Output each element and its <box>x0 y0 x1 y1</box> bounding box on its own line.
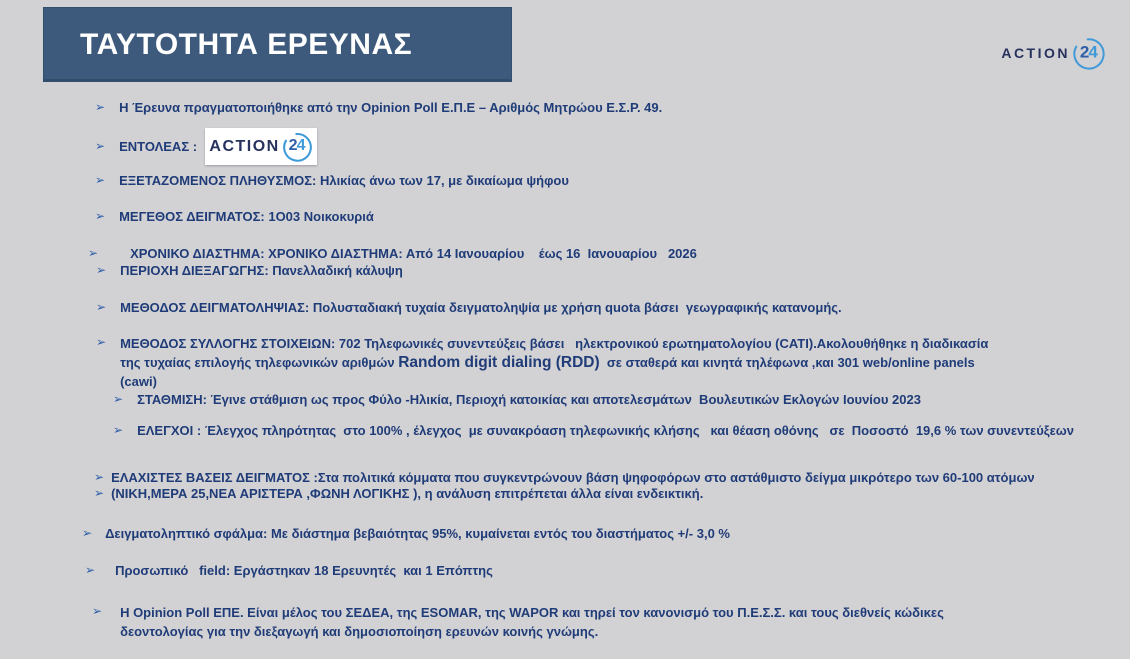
logo-number: 24 <box>1079 42 1097 62</box>
bullet-arrow-icon: ➢ <box>95 138 106 153</box>
bullet-item-sample-size <box>95 208 374 225</box>
bullet-arrow-icon: ➢ <box>85 563 96 577</box>
bullet-text: ΕΝΤΟΛΕΑΣ : <box>119 138 198 154</box>
bullet-item-population <box>95 172 569 189</box>
logo-circle <box>1072 36 1106 70</box>
bullet-item-memberships <box>92 603 992 641</box>
bullet-arrow-icon: ➢ <box>94 486 105 500</box>
bullet-item-weighting <box>113 391 921 408</box>
client-logo <box>209 131 312 162</box>
bullet-text: ΜΕΘΟΔΟΣ ΔΕΙΓΜΑΤΟΛΗΨΙΑΣ: Πολυσταδιακή τυχαία δειγματοληψία με χρήση quota βάσει γεωγραφικής κατανομής. <box>120 300 842 315</box>
bullet-text: Δειγματοληπτικό σφάλμα: Με διάστημα βεβαιότητας 95%, κυμαίνεται εντός του διαστήματος +/- 3,0 % <box>105 526 730 541</box>
bullet-text: Η Opinion Poll ΕΠΕ. Είναι μέλος του ΣΕΔΕΑ, της ESOMAR, της WAPOR και τηρεί τον κανονισμό του Π.Ε.Σ.Σ. και τους διεθνείς κώδικες δεοντολογίας για την διεξαγωγή και δημοσιοποίηση ερευνών κοινής γνώμης. <box>120 605 948 639</box>
bullet-arrow-icon: ➢ <box>95 100 106 114</box>
bullet-text: Προσωπικό field: Εργάστηκαν 18 Ερευνητές και 1 Επόπτης <box>115 563 493 578</box>
bullet-text: ΜΕΓΕΘΟΣ ΔΕΙΓΜΑΤΟΣ: 1Ο03 Νοικοκυριά <box>119 209 374 224</box>
logo-circle <box>282 131 313 162</box>
bullet-text: ΕΛΕΓΧΟΙ : Έλεγχος πληρότητας στο 100% , έλεγχος με συνακρόαση τηλεφωνικής κλήσης και θέαση οθόνης σε Ποσοστό 19,6 % των συνεντεύξεων <box>137 423 1074 438</box>
bullet-arrow-icon: ➢ <box>113 423 124 437</box>
bullet-arrow-icon: ➢ <box>96 263 107 277</box>
bullet-arrow-icon: ➢ <box>113 392 124 406</box>
bullet-item-client <box>95 127 317 165</box>
bullet-item-sampling-method <box>96 299 842 316</box>
rdd-highlight: Random digit dialing (RDD) <box>398 354 600 371</box>
bullet-item-time-period <box>88 245 697 262</box>
bullet-item-quality-checks <box>113 422 1074 439</box>
bullet-text: ΣΤΑΘΜΙΣΗ: Έγινε στάθμιση ως προς Φύλο -Ηλικία, Περιοχή κατοικίας και αποτελεσμάτων Βουλευτικών Εκλογών Ιουνίου 2023 <box>137 392 921 407</box>
page-title: ΤΑΥΤΟΤΗΤΑ ΕΡΕΥΝΑΣ <box>80 27 413 61</box>
bullet-text: ΕΞΕΤΑΖΟΜΕΝΟΣ ΠΛΗΘΥΣΜΟΣ: Ηλικίας άνω των 17, με δικαίωμα ψήφου <box>119 173 569 188</box>
bullet-item-survey-company <box>95 99 662 116</box>
bullet-item-data-collection <box>96 334 991 391</box>
bullet-item-sampling-error <box>82 525 730 542</box>
bullet-arrow-icon: ➢ <box>96 335 107 349</box>
bullet-text: Η Έρευνα πραγματοποιήθηκε από την Opinion Poll Ε.Π.Ε – Αριθμός Μητρώου Ε.Σ.Ρ. 49. <box>119 100 663 115</box>
bullet-arrow-icon: ➢ <box>88 246 99 260</box>
header-logo <box>1001 36 1106 70</box>
bullet-item-minimum-bases <box>94 469 1035 486</box>
logo-brand-text: ACTION <box>1001 45 1070 61</box>
bullet-item-minimum-bases-parties <box>94 485 703 502</box>
bullet-text: ΧΡΟΝΙΚΟ ΔΙΑΣΤΗΜΑ: ΧΡΟΝΙΚΟ ΔΙΑΣΤΗΜΑ: Από 14 Ιανουαρίου έως 16 Ιανουαρίου 2026 <box>130 246 697 261</box>
bullet-arrow-icon: ➢ <box>82 526 93 540</box>
bullet-item-field-personnel <box>85 562 493 579</box>
inline-client-logo <box>205 128 317 165</box>
bullet-item-coverage-area <box>96 262 403 279</box>
bullet-arrow-icon: ➢ <box>95 173 106 187</box>
bullet-arrow-icon: ➢ <box>95 209 106 223</box>
bullet-text: ΕΛΑΧΙΣΤΕΣ ΒΑΣΕΙΣ ΔΕΙΓΜΑΤΟΣ :Στα πολιτικά κόμματα που συγκεντρώνουν βάση ψηφοφόρων στο αστάθμιστο δείγμα μικρότερο των 60-100 ατόμων <box>111 470 1035 485</box>
logo-brand-text: ACTION <box>209 137 280 155</box>
logo-number: 24 <box>288 137 305 155</box>
bullet-text: ΠΕΡΙΟΧΗ ΔΙΕΞΑΓΩΓΗΣ: Πανελλαδική κάλυψη <box>120 263 403 278</box>
title-bar <box>43 7 512 82</box>
bullet-text: ΜΕΘΟΔΟΣ ΣΥΛΛΟΓΗΣ ΣΤΟΙΧΕΙΩΝ: 702 Τηλεφωνικές συνεντεύξεις βάσει ηλεκτρονικού ερωτηματολογίου (CATI).Ακολουθήθηκε η διαδικασία της τυχαίας επιλογής τηλεφωνικών αριθμών Random digit dialing (RDD) σε σταθερά και κινητά τηλέφωνα ,και 301 web/online panels (cawi) <box>120 336 992 389</box>
bullet-arrow-icon: ➢ <box>94 470 105 484</box>
bullet-arrow-icon: ➢ <box>92 604 103 618</box>
bullet-arrow-icon: ➢ <box>96 300 107 314</box>
bullet-text: (ΝΙΚΗ,ΜΕΡΑ 25,ΝΕΑ ΑΡΙΣΤΕΡΑ ,ΦΩΝΗ ΛΟΓΙΚΗΣ ), η ανάλυση επιτρέπεται άλλα είναι ενδεικτική. <box>111 486 704 501</box>
